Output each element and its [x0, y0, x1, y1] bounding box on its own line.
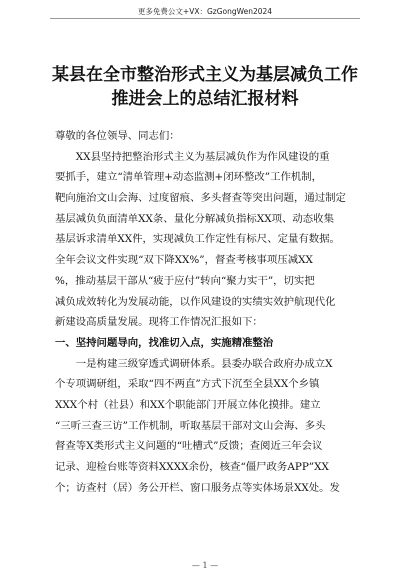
section-line: 个；访查村（居）务公开栏、窗口服务点等实体场景XX处。发	[55, 481, 340, 494]
section-line: 记录、迎检台账等资料XXXX余份，核查“僵尸政务APP”XX	[55, 461, 329, 473]
body-line: 靶向施治文山会海、过度留痕、多头督查等突出问题，通过制定	[55, 192, 346, 205]
document-title-line-1: 某县在全市整治形式主义为基层减负工作	[52, 65, 358, 85]
body-line: 基层诉求清单XX件，实现减负工作定性有标尺、定量有数据。	[55, 233, 340, 246]
body-line: 新建设高质量发展。现将工作情况汇报如下：	[55, 316, 263, 329]
section-line: XXX个村（社县）和XX个职能部门开展立体化摸排。建立	[55, 398, 321, 411]
body-line: %，推动基层干部从“疲于应付”转向“聚力实干”，切实把	[55, 274, 315, 287]
body-line: 减负成效转化为发展动能，以作风建设的实绩实效护航现代化	[55, 295, 336, 308]
body-line: XX县坚持把整治形式主义为基层减负作为作风建设的重	[55, 150, 330, 163]
page-number: — 1 —	[191, 561, 219, 570]
section-line: 督查等X类形式主义问题的“吐槽式”反馈；查阅近三年会议	[55, 440, 323, 453]
header-divider	[50, 18, 360, 19]
section-line: “三听三查三访”工作机制，听取基层干部对文山会海、多头	[55, 419, 326, 432]
salutation: 尊敬的各位领导、同志们：	[55, 130, 180, 142]
page-header-promo: 更多免费公文+VX：GzGongWen2024	[137, 7, 273, 16]
section-heading: 一、坚持问题导向，找准切入点，实施精准整治	[55, 336, 274, 349]
section-line: 个专项调研组，采取“四不两直”方式下沉至全县XX个乡镇	[55, 378, 320, 391]
document-body	[55, 126, 355, 498]
body-line: 要抓手，建立“清单管理+动态监测+闭环整改”工作机制，	[55, 171, 323, 184]
document-title-line-2: 推进会上的总结汇报材料	[111, 89, 299, 109]
body-line: 基层减负负面清单XX条、量化分解减负指标XX项、动态收集	[55, 212, 334, 225]
body-line: 全年会议文件实现“双下降XX%”，督查考核事项压减XX	[55, 254, 313, 267]
section-line: 一是构建三级穿透式调研体系。县委办联合政府办成立X	[55, 357, 333, 370]
